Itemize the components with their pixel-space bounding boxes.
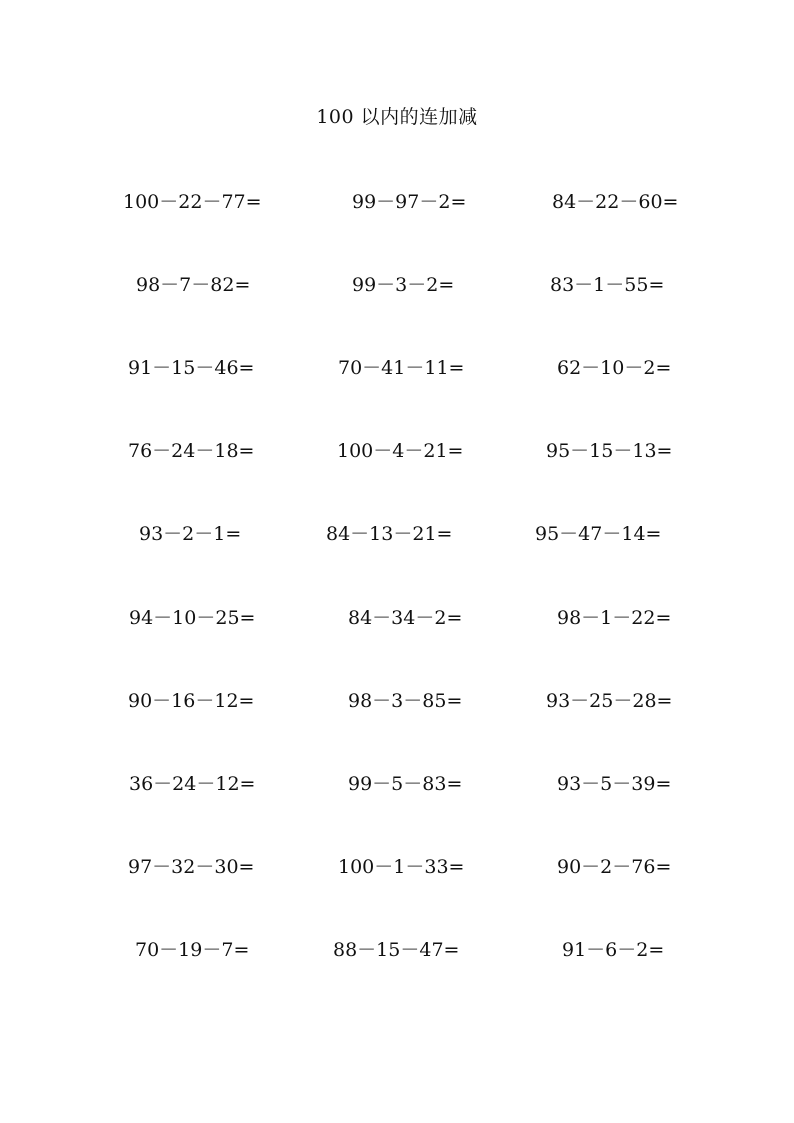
problem-row-2: [0, 271, 794, 299]
problem: 70－41－11=: [338, 357, 465, 379]
problem-row-1: [0, 188, 794, 216]
problem-row-8: [0, 770, 794, 798]
problem: 99－97－2=: [352, 191, 467, 213]
problem: 84－13－21=: [326, 523, 453, 545]
problem: 94－10－25=: [129, 607, 256, 629]
problem: 100－4－21=: [337, 440, 464, 462]
problem: 83－1－55=: [550, 274, 665, 296]
problem-row-3: [0, 354, 794, 382]
problem: 93－5－39=: [557, 773, 672, 795]
problem: 98－3－85=: [348, 690, 463, 712]
problem: 84－34－2=: [348, 607, 463, 629]
problem-row-6: [0, 604, 794, 632]
problem: 36－24－12=: [129, 773, 256, 795]
problem: 99－3－2=: [352, 274, 455, 296]
problem: 76－24－18=: [128, 440, 255, 462]
problem: 62－10－2=: [557, 357, 672, 379]
problem-row-4: [0, 437, 794, 465]
problem: 97－32－30=: [128, 856, 255, 878]
problem: 95－15－13=: [546, 440, 673, 462]
problem: 93－2－1=: [139, 523, 242, 545]
problem: 98－1－22=: [557, 607, 672, 629]
problem: 70－19－7=: [135, 939, 250, 961]
problem-row-5: [0, 520, 794, 548]
page-title: 100 以内的连加减: [316, 106, 478, 128]
problem: 99－5－83=: [348, 773, 463, 795]
problem: 90－2－76=: [557, 856, 672, 878]
problem: 100－1－33=: [338, 856, 465, 878]
problem: 84－22－60=: [552, 191, 679, 213]
problem: 100－22－77=: [123, 191, 262, 213]
problem-row-9: [0, 853, 794, 881]
problem-row-7: [0, 687, 794, 715]
problem-row-10: [0, 936, 794, 964]
problem: 90－16－12=: [128, 690, 255, 712]
problem: 95－47－14=: [535, 523, 662, 545]
problem: 91－15－46=: [128, 357, 255, 379]
problem: 88－15－47=: [333, 939, 460, 961]
problem: 93－25－28=: [546, 690, 673, 712]
problem: 91－6－2=: [562, 939, 665, 961]
problem: 98－7－82=: [136, 274, 251, 296]
